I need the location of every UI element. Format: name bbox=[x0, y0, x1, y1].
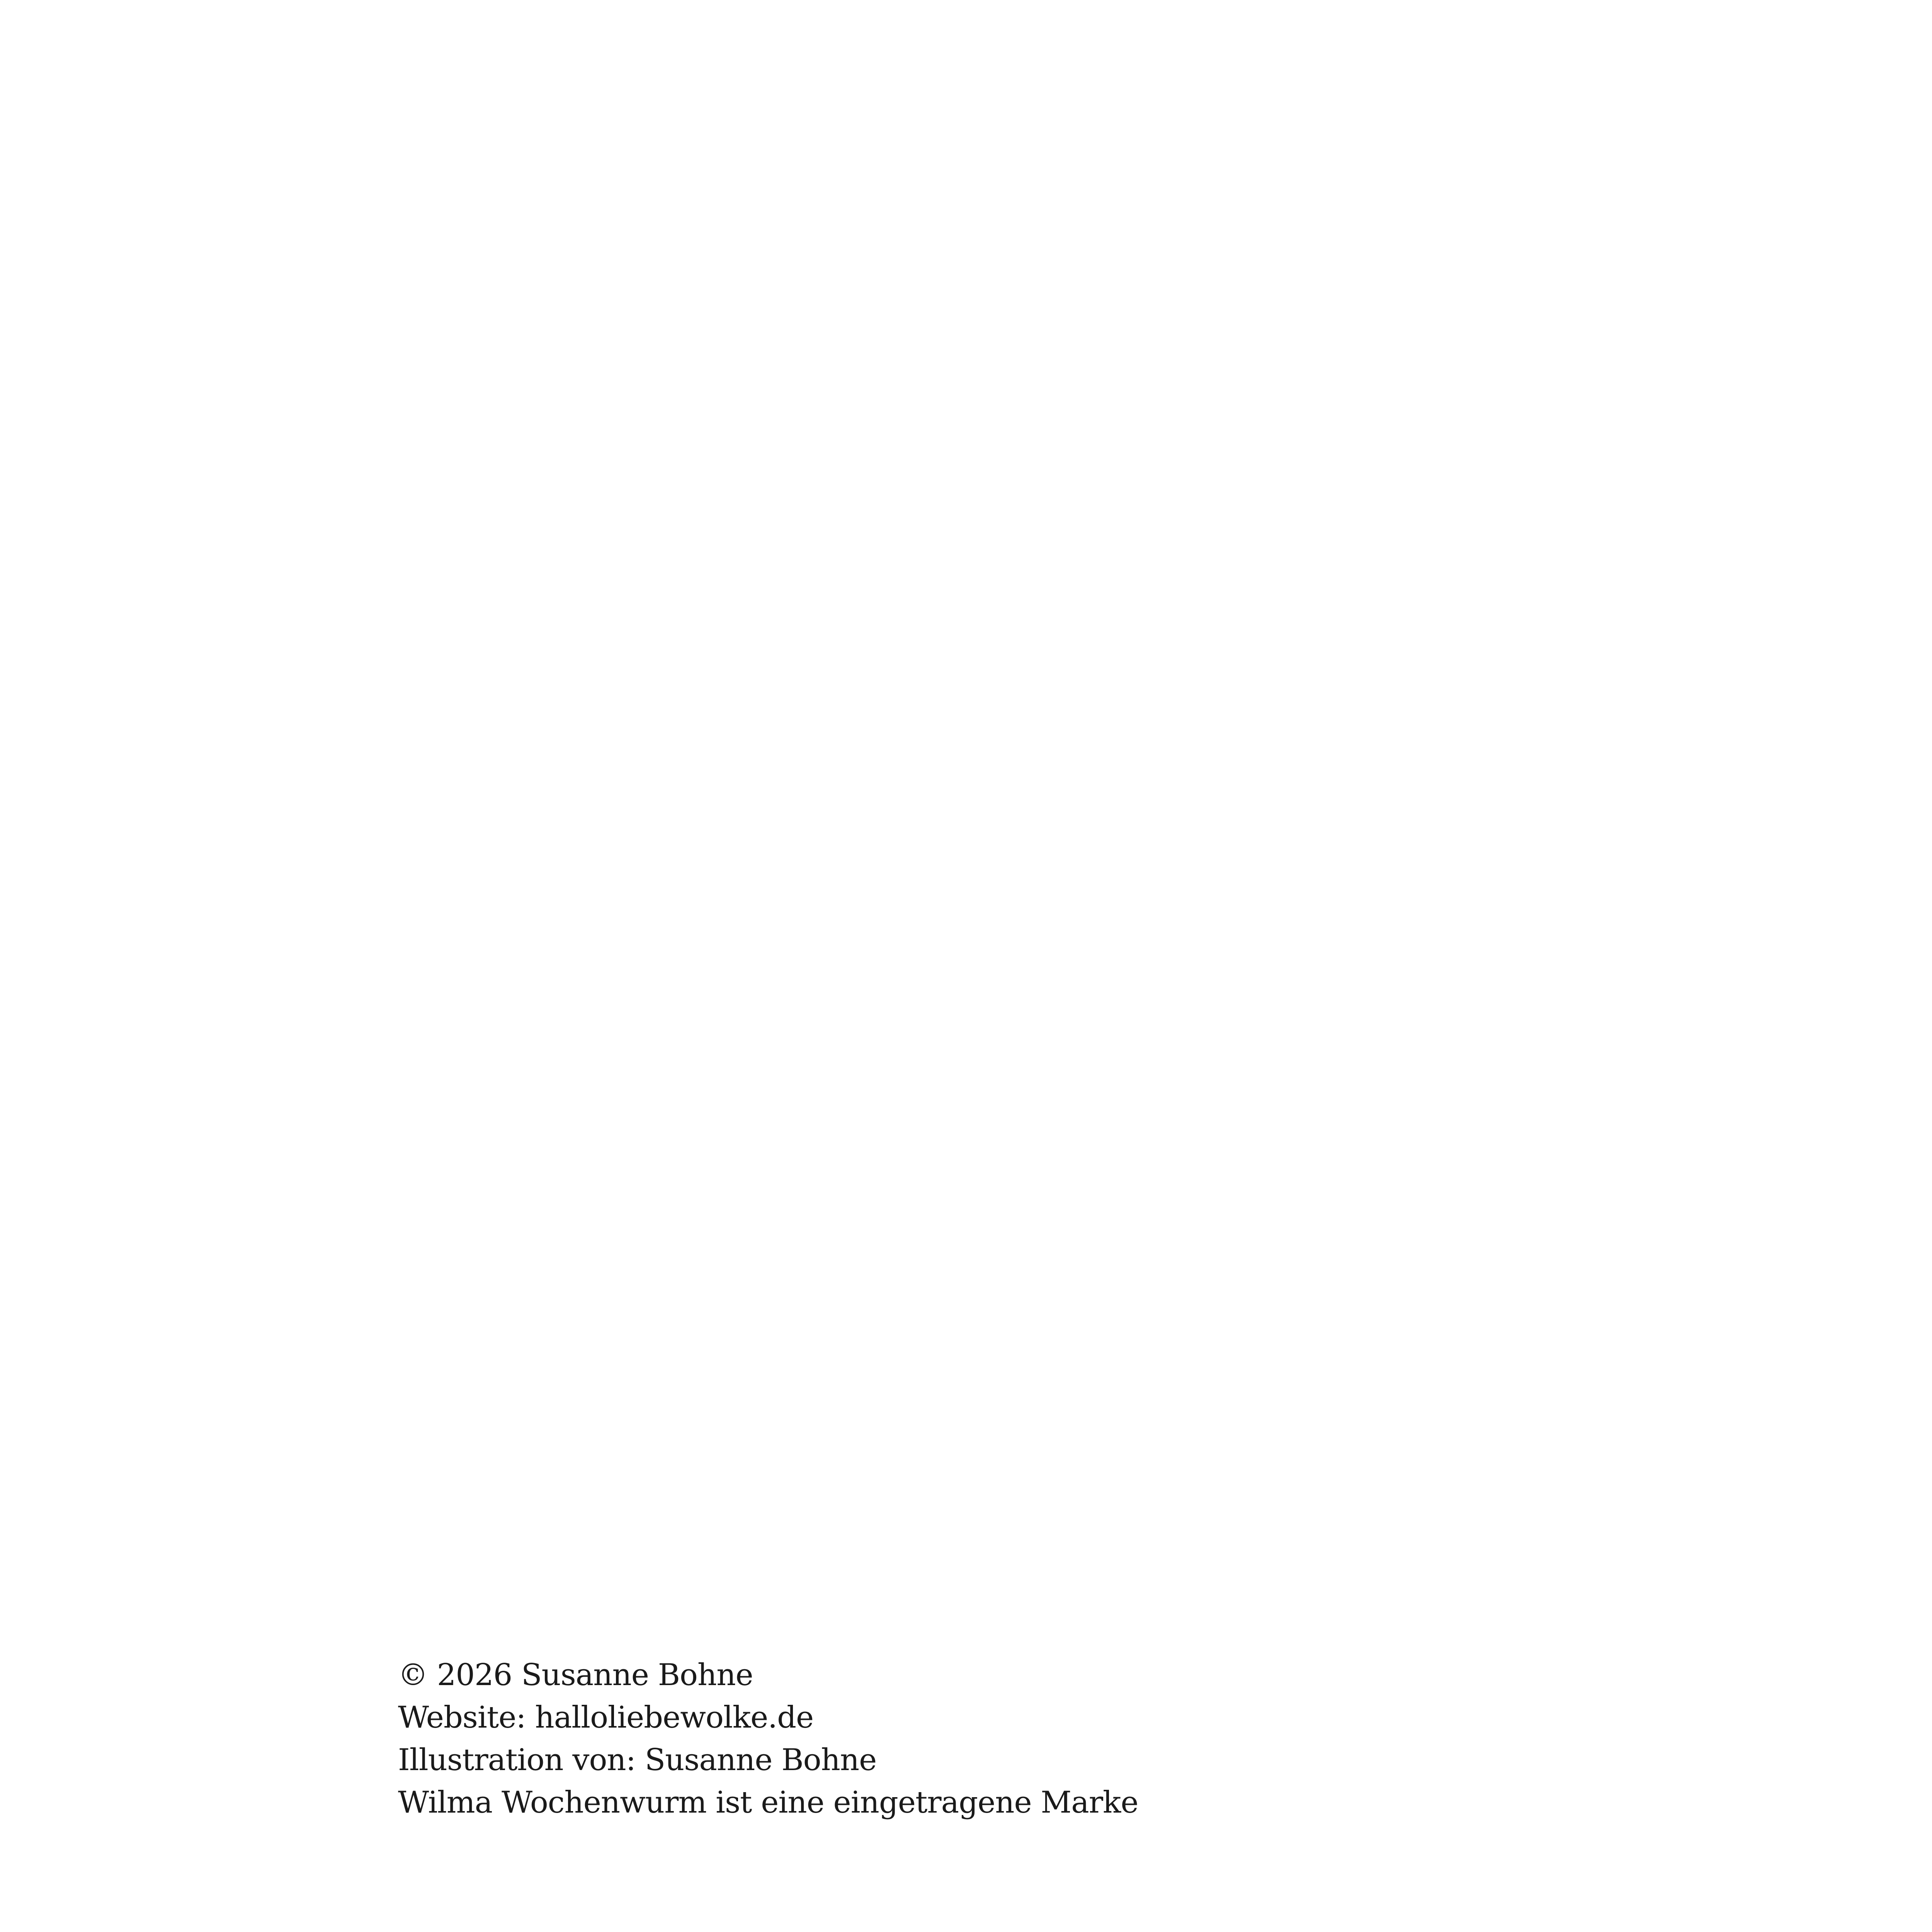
copyright-line: © 2026 Susanne Bohne bbox=[398, 1658, 753, 1692]
trademark-line: Wilma Wochenwurm ist eine eingetragene Marke bbox=[398, 1785, 1138, 1820]
illustration-line: Illustration von: Susanne Bohne bbox=[398, 1743, 877, 1777]
imprint-text bbox=[398, 1654, 1712, 1932]
website-line: Website: halloliebewolke.de bbox=[398, 1700, 814, 1735]
credits-block bbox=[398, 1654, 1712, 1824]
